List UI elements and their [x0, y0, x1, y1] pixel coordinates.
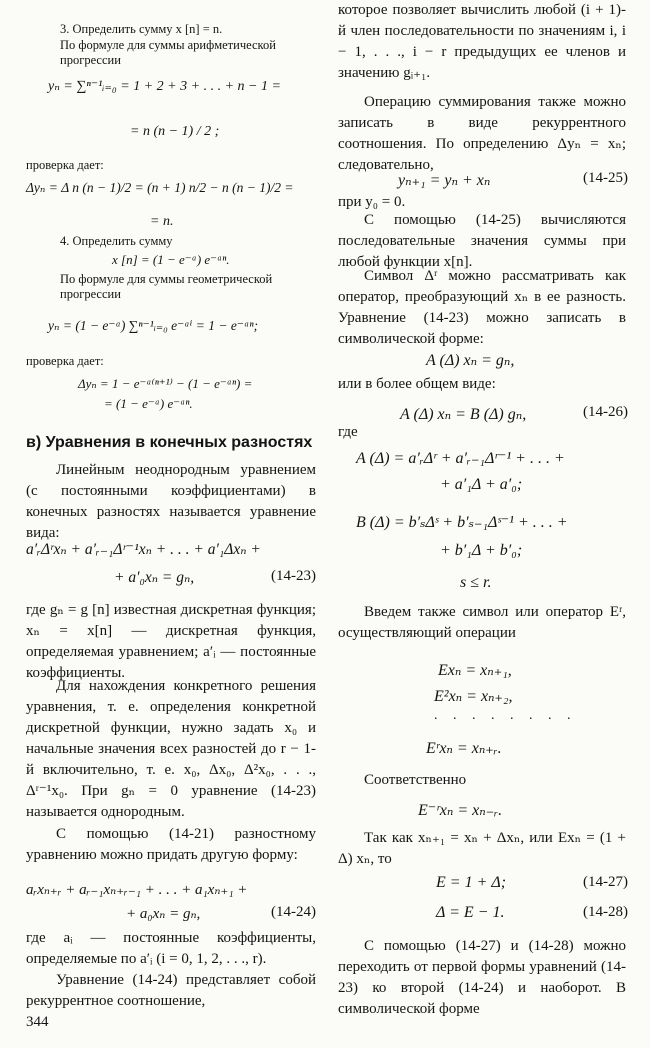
paragraph-where-a: где aᵢ — постоянные коэффициенты, определяемые по a′ᵢ (i = 0, 1, 2, . . ., r). — [26, 930, 316, 967]
equation-14-23-number: (14-23) — [271, 568, 316, 584]
example-3-sum-line1: yₙ = ∑ⁿ⁻¹ᵢ₌₀ = 1 + 2 + 3 + . . . + n − 1 = — [48, 79, 281, 94]
equation-B-line1: B (Δ) = b′ₛΔˢ + b′ₛ₋₁Δˢ⁻¹ + . . . + — [356, 514, 568, 531]
equation-14-26: A (Δ) xₙ = B (Δ) gₙ, — [400, 406, 527, 423]
paragraph-compute-term: которое позволяет вычислить любой (i + 1)-й член последовательности по значениям i, i − 1, . . ., i − r предыдущих ее членов и значению gᵢ₊₁. — [338, 2, 626, 81]
page-number: 344 — [26, 1014, 49, 1030]
example-4-text: По формуле для суммы геометрической прогрессии — [60, 272, 273, 301]
section-heading: в) Уравнения в конечных разностях — [26, 434, 313, 451]
equation-14-23-line1: a′ᵣΔʳxₙ + a′ᵣ₋₁Δʳ⁻¹xₙ + . . . + a′₁Δxₙ + — [26, 541, 261, 558]
paragraph-linear-equation: Линейным неоднородным уравнением (с постоянными коэффициентами) в конечных разностях называется уравнение вида: — [26, 462, 316, 541]
example-3-title: 3. Определить сумму x [n] = n. — [60, 22, 223, 36]
example-4-sum: yₙ = (1 − e⁻ᵃ) ∑ⁿ⁻¹ᵢ₌₀ e⁻ᵃⁱ = 1 − e⁻ᵃⁿ; — [48, 318, 259, 333]
equation-14-28: Δ = E − 1. — [436, 904, 505, 921]
equation-B-line2: + b′₁Δ + b′₀; — [440, 542, 523, 559]
example-4-title: 4. Определить сумму — [60, 234, 173, 248]
equation-E1: Exₙ = xₙ₊₁, — [438, 662, 512, 679]
paragraph-y0: при y₀ = 0. — [338, 194, 406, 210]
example-4-function: x [n] = (1 − e⁻ᵃ) e⁻ᵃⁿ. — [112, 252, 230, 267]
paragraph-summation-recurrent: Операцию суммирования также можно записать в виде рекуррентного соотношения. По определению Δyₙ = xₙ; следовательно, — [338, 94, 626, 173]
left-column — [26, 0, 316, 1048]
example-4-check-line2: = (1 − e⁻ᵃ) e⁻ᵃⁿ. — [104, 396, 193, 411]
equation-14-24-number: (14-24) — [271, 904, 316, 920]
where-label: где — [338, 424, 358, 440]
paragraph-operator-E: Введем также символ или оператор Eʳ, осуществляющий операции — [338, 604, 626, 641]
paragraph-sequential-values: С помощью (14-25) вычисляются последовательные значения суммы при любой функции x[n]. — [338, 212, 626, 270]
equation-14-24-line1: aᵣxₙ₊ᵣ + aᵣ₋₁xₙ₊ᵣ₋₁ + . . . + a₁xₙ₊₁ + — [26, 882, 248, 898]
paragraph-since: Так как xₙ₊₁ = xₙ + Δxₙ, или Exₙ = (1 + Δ) xₙ, то — [338, 830, 626, 867]
example-3-check-label: проверка дает: — [26, 158, 104, 172]
equation-s-le-r: s ≤ r. — [460, 574, 492, 591]
example-3-check-line1: Δyₙ = Δ n (n − 1)/2 = (n + 1) n/2 − n (n − 1)/2 = — [26, 180, 294, 195]
equation-14-27-number: (14-27) — [583, 874, 628, 890]
equation-A-line2: + a′₁Δ + a′₀; — [440, 476, 523, 493]
equation-14-27: E = 1 + Δ; — [436, 874, 507, 891]
right-column — [338, 0, 628, 1048]
equation-14-23-line2: + a′₀xₙ = gₙ, — [114, 569, 195, 586]
equation-14-26-number: (14-26) — [583, 404, 628, 420]
example-4-check-line1: Δyₙ = 1 − e⁻ᵃ⁽ⁿ⁺¹⁾ − (1 − e⁻ᵃⁿ) = — [78, 376, 253, 391]
equation-E3: Eʳxₙ = xₙ₊ᵣ. — [426, 740, 502, 757]
paragraph-correspondingly: Соответственно — [364, 772, 467, 788]
paragraph-where-g: где gₙ = g [n] известная дискретная функция; xₙ = x[n] — дискретная функция, определяемая уравнением; a′ᵢ — постоянные коэффициенты. — [26, 602, 316, 681]
paragraph-operator: Символ Δʳ можно рассматривать как оператор, преобразующий xₙ в ее разность. Уравнение (14-23) можно записать в символической форме: — [338, 268, 626, 347]
example-3-check-line2: = n. — [150, 214, 174, 229]
paragraph-particular-solution: Для нахождения конкретного решения уравнения, т. е. определения конкретной дискретной функции, нужно задать x₀ и начальные значения всех разностей до r − 1-й включительно, т. е. x₀, Δx₀, Δ²x₀, . . ., Δʳ⁻¹x₀. При gₙ = 0 уравнение (14-23) называется однородным. — [26, 678, 316, 820]
equation-E-negative: E⁻ʳxₙ = xₙ₋ᵣ. — [418, 802, 503, 819]
example-3-text: По формуле для суммы арифметической прогрессии — [60, 38, 276, 67]
equation-14-25: yₙ₊₁ = yₙ + xₙ — [398, 172, 491, 189]
equation-E-dots: . . . . . . . . — [434, 708, 577, 723]
equation-A-line1: A (Δ) = a′ᵣΔʳ + a′ᵣ₋₁Δʳ⁻¹ + . . . + — [356, 450, 565, 467]
paragraph-transition: С помощью (14-27) и (14-28) можно переходить от первой формы уравнений (14-23) ко второй (14-24) и наоборот. В символической форме — [338, 938, 626, 1017]
paragraph-recurrent: Уравнение (14-24) представляет собой рекуррентное соотношение, — [26, 972, 316, 1009]
equation-symbolic: A (Δ) xₙ = gₙ, — [426, 352, 515, 369]
example-3-sum-line2: = n (n − 1) / 2 ; — [130, 124, 220, 139]
paragraph-general: или в более общем виде: — [338, 376, 496, 392]
paragraph-other-form: С помощью (14-21) разностному уравнению можно придать другую форму: — [26, 826, 316, 863]
equation-E2: E²xₙ = xₙ₊₂, — [434, 688, 513, 705]
example-4-check-label: проверка дает: — [26, 354, 104, 368]
equation-14-28-number: (14-28) — [583, 904, 628, 920]
equation-14-25-number: (14-25) — [583, 170, 628, 186]
equation-14-24-line2: + a₀xₙ = gₙ, — [126, 906, 201, 922]
